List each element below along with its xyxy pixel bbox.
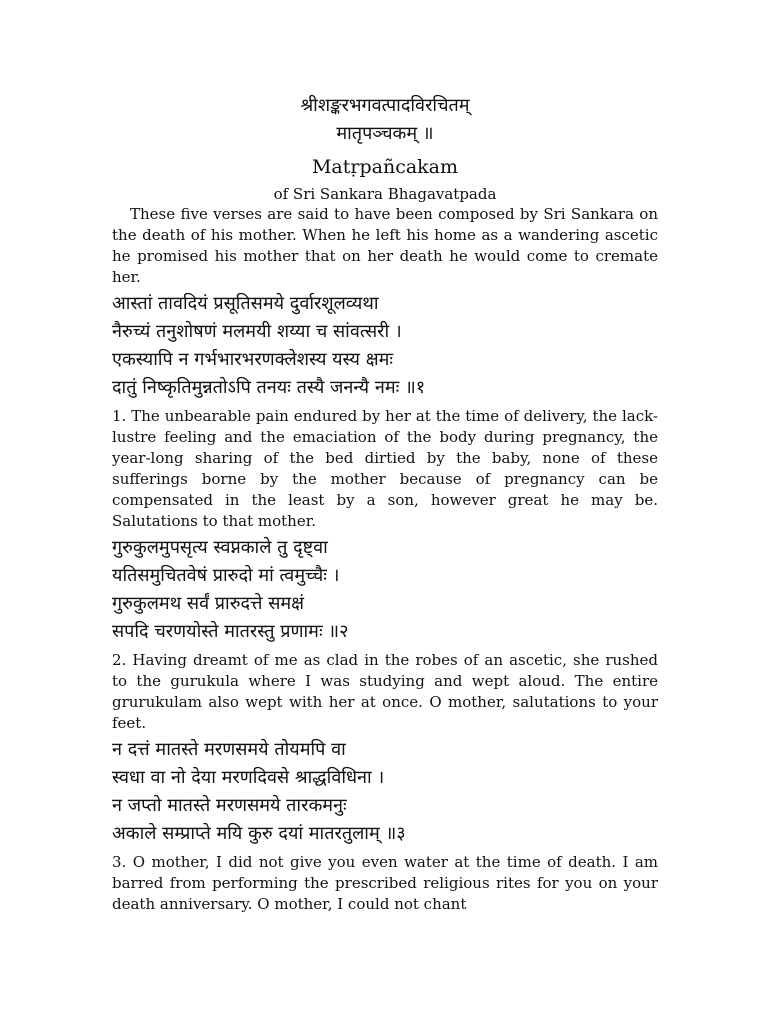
verse-1-sanskrit (112, 290, 658, 402)
title-block (112, 92, 658, 204)
verse-2-sanskrit (112, 534, 658, 646)
verse-3-sanskrit (112, 736, 658, 848)
verse-line: सपदि चरणयोस्ते मातरस्तु प्रणामः ॥२ (112, 621, 349, 642)
subtitle: of Sri Sankara Bhagavatpada (273, 185, 497, 203)
verse-1-translation: 1. The unbearable pain endured by her at the time of delivery, the lack-lustre feeling and the emaciation of the body during pregnancy, the year-long sharing of the bed dirtied by the baby, none of these sufferings borne by the mother because of pregnancy can be compensated in the least by a son, however great he may be. Salutations to that mother. (112, 407, 658, 530)
verse-line: गुरुकुलमथ सर्वं प्रारुदत्ते समक्षं (112, 593, 305, 614)
title-roman: Matṛpañcakam (311, 156, 459, 178)
verse-line: नैरुच्यं तनुशोषणं मलमयी शय्या च सांवत्सरी । (112, 321, 402, 342)
verse-line: स्वधा वा नो देया मरणदिवसे श्राद्धविधिना । (112, 767, 385, 788)
verse-2-translation: 2. Having dreamt of me as clad in the robes of an ascetic, she rushed to the gurukula where I was studying and wept aloud. The entire grurukulam also wept with her at once. O mother, salutations to your feet. (112, 651, 658, 732)
verse-3-translation: 3. O mother, I did not give you even water at the time of death. I am barred from performing the prescribed religious rites for you on your death anniversary. O mother, I could not chant (112, 853, 658, 913)
verse-line: आस्तां तावदियं प्रसूतिसमये दुर्वारशूलव्यथा (112, 293, 379, 314)
verse-line: एकस्यापि न गर्भभारभरणक्लेशस्य यस्य क्षमः (112, 349, 394, 370)
verse-block-2 (112, 534, 658, 734)
verse-line: दातुं निष्कृतिमुन्नतोऽपि तनयः तस्यै जनन्यै नमः ॥१ (112, 377, 426, 398)
verse-block-3 (112, 736, 658, 915)
verse-block-1 (112, 290, 658, 532)
verse-line: न दत्तं मातस्ते मरणसमये तोयमपि वा (112, 739, 346, 760)
verse-line: न जप्तो मातस्ते मरणसमये तारकमनुः (112, 795, 347, 816)
title-sanskrit: श्रीशङ्करभगवत्पादविरचितम् (300, 95, 470, 116)
verse-line: अकाले सम्प्राप्ते मयि कुरु दयां मातरतुलाम् ॥३ (112, 823, 406, 844)
document-page (112, 92, 658, 915)
verse-line: गुरुकुलमुपसृत्य स्वप्नकाले तु दृष्ट्वा (112, 537, 328, 558)
work-title-sanskrit: मातृपञ्चकम् ॥ (336, 123, 434, 144)
verse-line: यतिसमुचितवेषं प्रारुदो मां त्वमुच्चैः । (112, 565, 340, 586)
intro-paragraph: These five verses are said to have been composed by Sri Sankara on the death of his mother. When he left his home as a wandering ascetic he promised his mother that on her death he would come to cremate her. (112, 205, 658, 286)
